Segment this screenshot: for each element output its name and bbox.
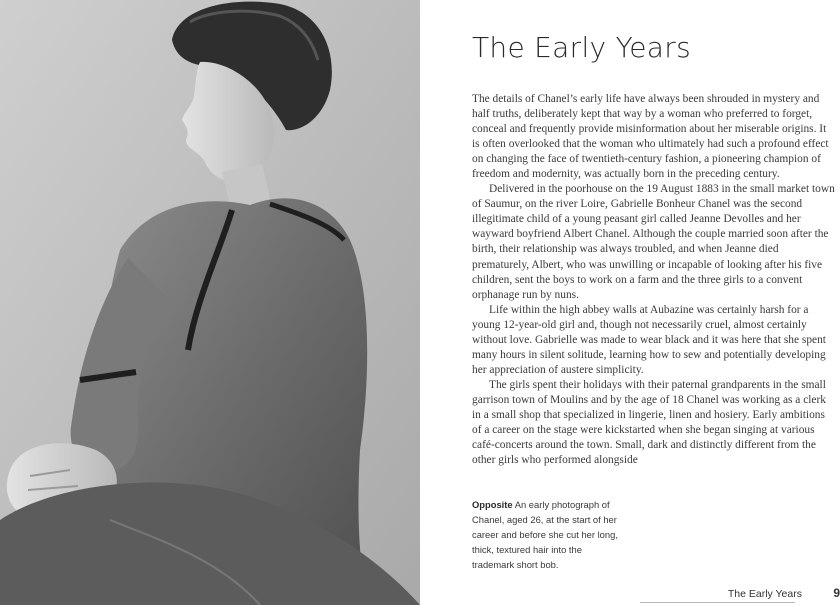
caption-label: Opposite [472,499,513,510]
paragraph: The girls spent their holidays with their paternal grandparents in the small garrison town of Moulins and by the age of 18 Chanel was working as a clerk in a small shop that specialized in lingerie, linen and hosiery. Early ambitions of a career on the stage were kickstarted when she began singing at various café-concerts around the town. Small, dark and distinctly different from the other girls who performed alongside [472,378,826,467]
chapter-title: The Early Years [472,31,691,64]
running-title: The Early Years [727,588,802,600]
paragraph: The details of Chanel’s early life have always been shrouded in mystery and half truths, deliberately kept that way by a woman who preferred to forget, conceal and frequently provide misinformation about her miserable origins. It is often overlooked that the woman who ultimately had such a profound effect on changing the face of twentieth-century fashion, a pioneering champion of freedom and modernity, was actually born in the preceding century. [472,93,829,181]
photo-caption [472,497,622,572]
page-number: 9 [833,586,840,600]
footer-divider [640,602,795,603]
text-page [420,0,840,605]
paragraph: Life within the high abbey walls at Aubazine was certainly harsh for a young 12-year-old girl and, though not necessarily cruel, almost certainly without love. Gabrielle was made to wear black and it was here that she spent many hours in silent solitude, learning how to sew and potentially developing her appreciation of austere simplicity. [472,303,826,376]
caption-text: An early photograph of Chanel, aged 26, at the start of her career and before she cut her long, thick, textured hair into the trademark short bob. [472,499,618,570]
body-text [472,92,835,468]
paragraph: Delivered in the poorhouse on the 19 August 1883 in the small market town of Saumur, on the river Loire, Gabrielle Bonheur Chanel was the second illegitimate child of a young peasant girl called Jeanne Devolles and her wayward boyfriend Albert Chanel. Although the couple married soon after the birth, their relationship was always troubled, and when Jeanne died prematurely, Albert, who was unwilling or incapable of looking after his five children, sent the boys to work on a farm and the three girls to a convent orphanage run by nuns. [472,183,835,301]
